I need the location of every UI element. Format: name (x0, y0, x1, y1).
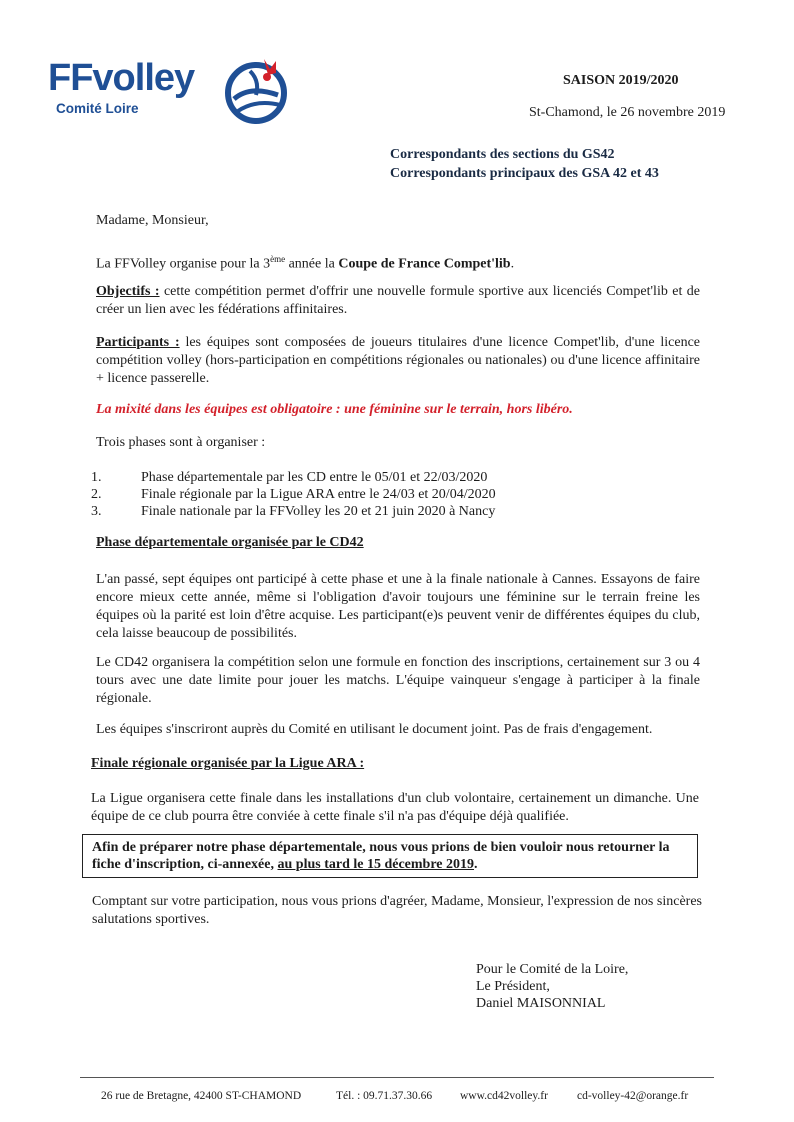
list-item (91, 503, 495, 521)
list-number: 1. (91, 470, 102, 485)
mixite-warning: La mixité dans les équipes est obligatoire : une féminine sur le terrain, hors libéro. (96, 402, 573, 417)
closing-paragraph: Comptant sur votre participation, nous vous prions d'agréer, Madame, Monsieur, l'expression de nos sincères salutations sportives. (92, 894, 702, 927)
recipient-line-2: Correspondants principaux des GSA 42 et 43 (390, 166, 659, 181)
participants-text: les équipes sont composées de joueurs titulaires d'une licence Compet'lib, d'une licence compétition volley (hors-participation en compétitions régionales ou nationales) ou d'une licence affinitaire + licence passerelle. (96, 335, 701, 386)
deadline-date: au plus tard le 15 décembre 2019 (277, 857, 475, 872)
list-number: 2. (91, 487, 102, 502)
intro-superscript: ème (270, 254, 286, 264)
intro-bold: Coupe de France Compet'lib (338, 256, 511, 272)
objectifs-label: Objectifs : (96, 284, 160, 299)
greeting: Madame, Monsieur, (96, 213, 209, 228)
brand-subtitle: Comité Loire (56, 101, 139, 116)
footer-address: 26 rue de Bretagne, 42400 ST-CHAMOND (101, 1090, 302, 1102)
dep-paragraph-1: L'an passé, sept équipes ont participé à cette phase et une à la finale nationale à Cannes. Essayons de faire encore mieux cette année, même si l'obligation d'avoir toujours une féminine sur le terrain freine les équipes où la parité est loin d'être acquise. Les participant(e)s peuvent venir de différentes équipes du club, cela laisse beaucoup de possibilités. (96, 572, 700, 641)
footer-email[interactable]: cd-volley-42@orange.fr (577, 1090, 689, 1102)
objectifs-text: cette compétition permet d'offrir une nouvelle formule sportive aux licenciés Compet'lib et de créer un lien avec les fédérations affinitaires. (96, 284, 700, 317)
list-text: Finale régionale par la Ligue ARA entre le 24/03 et 20/04/2020 (141, 487, 496, 502)
list-item (91, 469, 487, 487)
dep-paragraph-2: Le CD42 organisera la compétition selon une formule en fonction des inscriptions, certainement sur 3 ou 4 tours avec une date limite pour jouer les matchs. L'équipe vainqueur s'engage à participer à la finale régionale. (96, 655, 700, 706)
intro-prefix: La FFVolley organise pour la 3 (96, 256, 271, 272)
objectifs-paragraph (96, 283, 700, 319)
heading-departementale: Phase départementale organisée par le CD42 (96, 535, 364, 550)
footer-divider (80, 1077, 714, 1078)
footer-website[interactable]: www.cd42volley.fr (460, 1090, 548, 1102)
dep-paragraph-3: Les équipes s'inscriront auprès du Comité en utilisant le document joint. Pas de frais d'engagement. (96, 722, 653, 737)
footer-phone: Tél. : 09.71.37.30.66 (336, 1090, 433, 1102)
list-text: Phase départementale par les CD entre le 05/01 et 22/03/2020 (141, 470, 488, 485)
signature-line-2: Le Président, (476, 979, 550, 994)
participants-label: Participants : (96, 335, 180, 350)
reg-paragraph: La Ligue organisera cette finale dans les installations d'un club volontaire, certainement un dimanche. Une équipe de ce club pourra être conviée à cette finale s'il n'a pas d'équipe déjà qualifiée. (91, 791, 699, 824)
participants-paragraph (96, 334, 700, 388)
intro-paragraph (96, 250, 700, 274)
phases-intro: Trois phases sont à organiser : (96, 435, 266, 450)
signature-name: Daniel MAISONNIAL (476, 996, 606, 1011)
intro-mid: année la (285, 256, 339, 272)
brand-wordmark: FFvolley (48, 57, 195, 99)
deadline-main: Afin de préparer notre phase départementale, nous vous prions de bien vouloir nous retourner la fiche d'inscription, ci-annexée, (92, 840, 670, 872)
intro-end: . (510, 256, 515, 272)
deadline-end: . (474, 857, 478, 872)
heading-regionale: Finale régionale organisée par la Ligue ARA : (91, 756, 365, 771)
list-item (91, 486, 496, 504)
deadline-text (92, 839, 692, 873)
list-number: 3. (91, 504, 102, 519)
place-date: St-Chamond, le 26 novembre 2019 (529, 105, 726, 120)
recipient-line-1: Correspondants des sections du GS42 (390, 147, 615, 162)
season-label: SAISON 2019/2020 (563, 73, 679, 88)
rooster-volleyball-icon (220, 55, 292, 132)
signature-line-1: Pour le Comité de la Loire, (476, 962, 629, 977)
list-text: Finale nationale par la FFVolley les 20 et 21 juin 2020 à Nancy (141, 504, 496, 519)
